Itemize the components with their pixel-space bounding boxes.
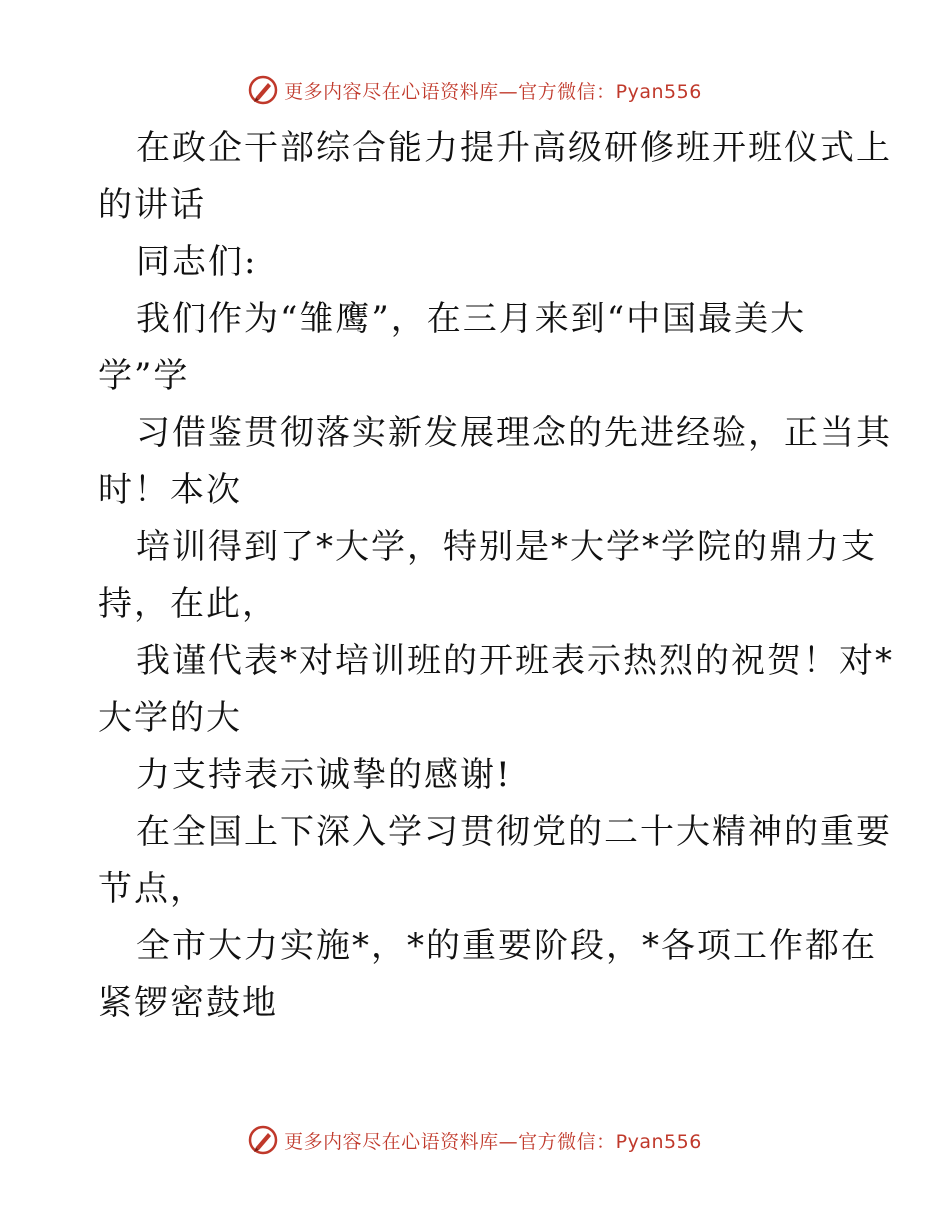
paragraph-line: 时！本次 (98, 470, 242, 510)
pen-logo-icon (248, 75, 278, 105)
paragraph-line: 紧锣密鼓地 (98, 983, 278, 1023)
pen-logo-icon (248, 1125, 278, 1155)
footer-banner (0, 1122, 950, 1158)
paragraph-line: 习借鉴贯彻落实新发展理念的先进经验，正当其 (136, 413, 892, 453)
title-line-1: 在政企干部综合能力提升高级研修班开班仪式上 (136, 128, 892, 168)
paragraph-line: 培训得到了*大学，特别是*大学*学院的鼎力支 (136, 527, 877, 567)
paragraph-line: 在全国上下深入学习贯彻党的二十大精神的重要 (136, 812, 892, 852)
document-body (98, 120, 894, 1032)
footer-banner-text: 更多内容尽在心语资料库—官方微信：Pyan556 (284, 1130, 702, 1153)
header-banner (0, 72, 950, 108)
paragraph-line: 力支持表示诚挚的感谢! (136, 755, 512, 795)
paragraph-line: 大学的大 (98, 698, 242, 738)
paragraph-line: 学”学 (98, 356, 190, 396)
salutation: 同志们: (136, 242, 258, 282)
paragraph-line: 持，在此， (98, 584, 278, 624)
paragraph-line: 我谨代表*对培训班的开班表示热烈的祝贺！对* (136, 641, 894, 681)
header-banner-text: 更多内容尽在心语资料库—官方微信：Pyan556 (284, 80, 702, 103)
paragraph-line: 节点， (98, 869, 206, 909)
paragraph-line: 全市大力实施*，*的重要阶段，*各项工作都在 (136, 926, 877, 966)
paragraph-line: 我们作为“雏鹰”，在三月来到“中国最美大 (136, 299, 807, 339)
title-line-2: 的讲话 (98, 185, 206, 225)
